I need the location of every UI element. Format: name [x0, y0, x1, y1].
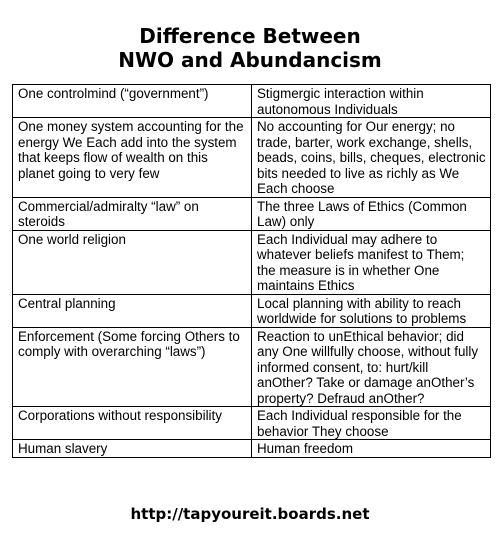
- abundancism-cell: Human freedom: [252, 440, 491, 458]
- abundancism-cell: Local planning with ability to reach worldwide for solutions to problems: [252, 294, 491, 327]
- footer-url: http://tapyoureit.boards.net: [130, 505, 370, 523]
- nwo-cell: Commercial/admiralty “law” on steroids: [13, 197, 252, 230]
- table-row: [13, 440, 491, 458]
- abundancism-cell: No accounting for Our energy; no trade, barter, work exchange, shells, beads, coins, bills, cheques, electronic bits needed to live as richly as We Each choose: [252, 118, 491, 198]
- nwo-cell: Human slavery: [13, 440, 252, 458]
- abundancism-cell: The three Laws of Ethics (Common Law) only: [252, 197, 491, 230]
- nwo-cell: One money system accounting for the energy We Each add into the system that keeps flow of wealth on this planet going to very few: [13, 118, 252, 198]
- title-line-1: Difference Between: [139, 24, 361, 48]
- table-row: [13, 407, 491, 440]
- table-row: [13, 85, 491, 118]
- table-row: [13, 230, 491, 294]
- abundancism-cell: Stigmergic interaction within autonomous Individuals: [252, 85, 491, 118]
- nwo-cell: Central planning: [13, 294, 252, 327]
- nwo-cell: One controlmind (“government”): [13, 85, 252, 118]
- table-row: [13, 294, 491, 327]
- page-title: [0, 24, 500, 72]
- nwo-cell: Corporations without responsibility: [13, 407, 252, 440]
- abundancism-cell: Reaction to unEthical behavior; did any One willfully choose, without fully informed consent, to: hurt/kill anOther? Take or damage anOther’s property? Defraud anOther?: [252, 327, 491, 407]
- title-line-2: NWO and Abundancism: [118, 48, 382, 72]
- nwo-cell: One world religion: [13, 230, 252, 294]
- abundancism-cell: Each Individual may adhere to whatever beliefs manifest to Them; the measure is in whether One maintains Ethics: [252, 230, 491, 294]
- nwo-cell: Enforcement (Some forcing Others to comply with overarching “laws”): [13, 327, 252, 407]
- table-row: [13, 197, 491, 230]
- comparison-table: [12, 84, 491, 458]
- table-row: [13, 118, 491, 198]
- table-row: [13, 327, 491, 407]
- abundancism-cell: Each Individual responsible for the behavior They choose: [252, 407, 491, 440]
